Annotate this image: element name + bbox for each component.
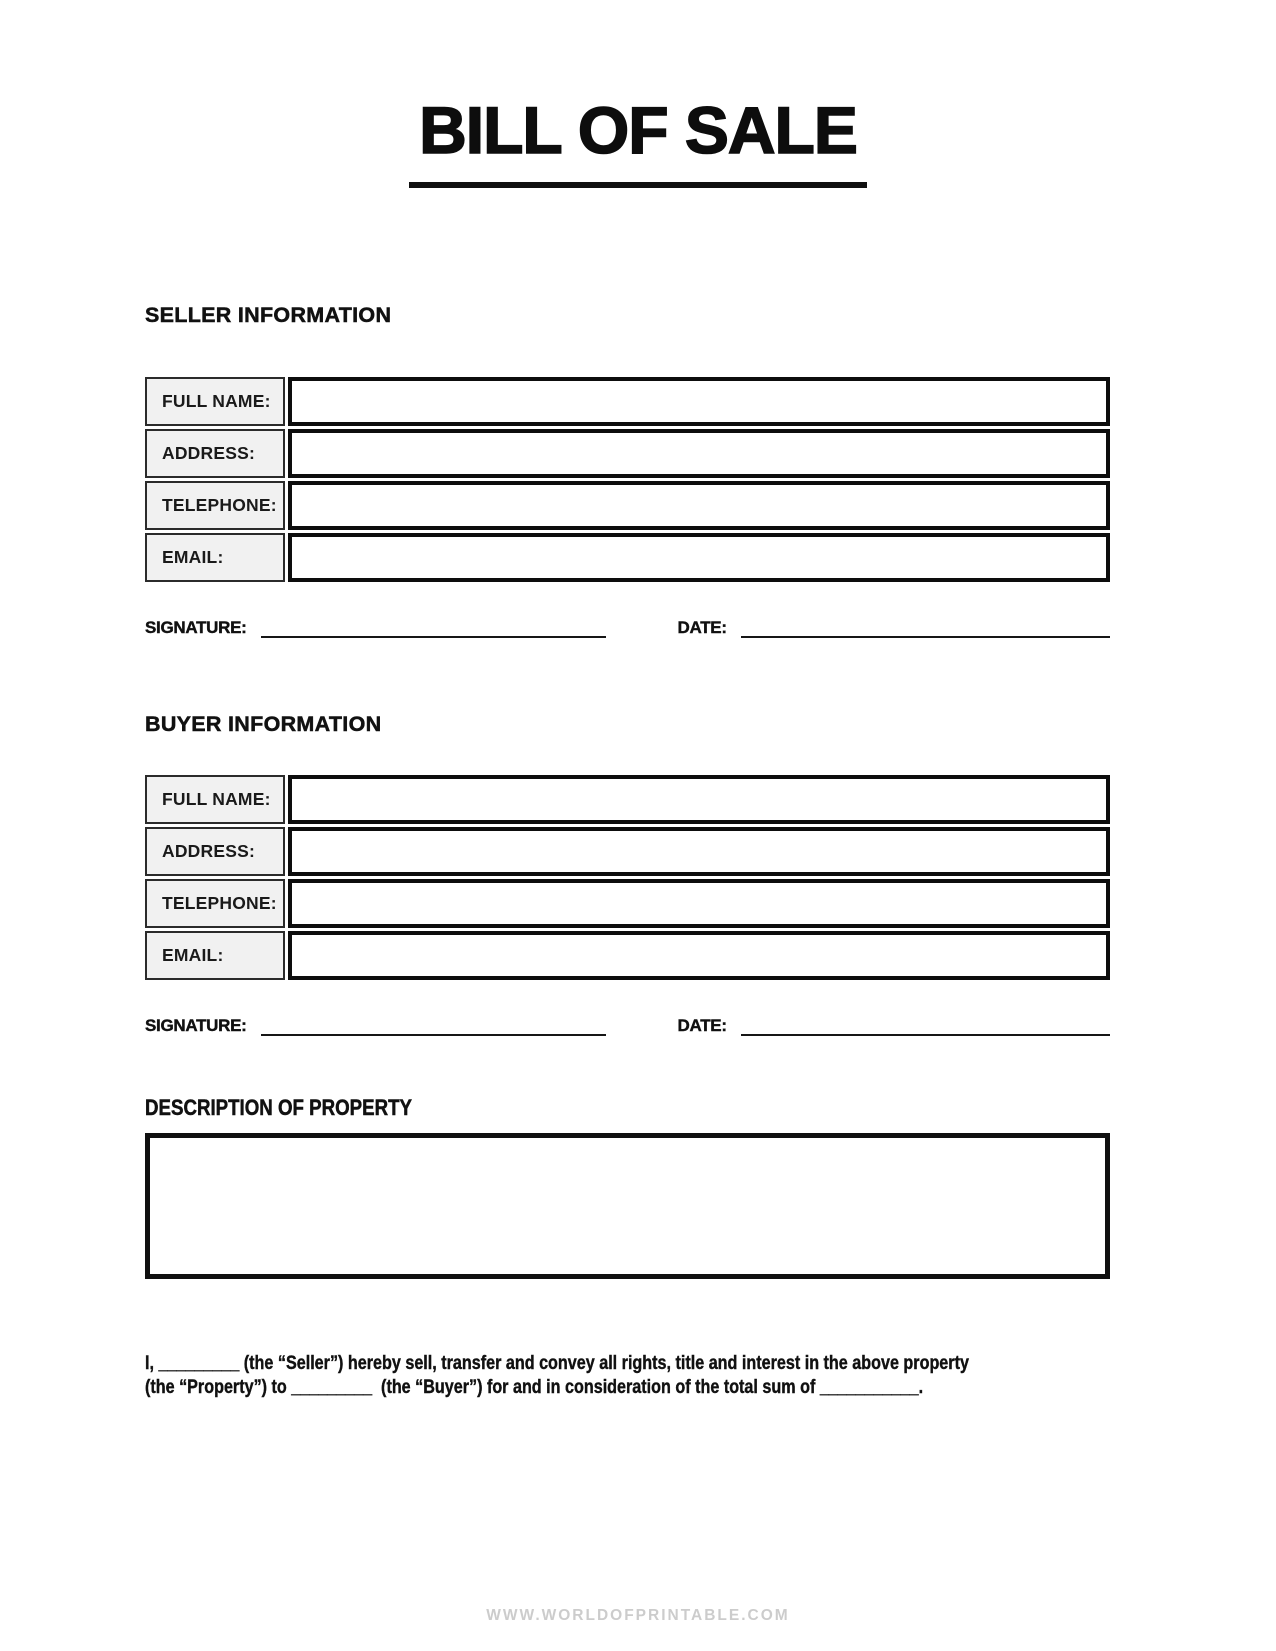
legal-text: [145, 1352, 1114, 1399]
buyer-info-table: [145, 775, 1110, 983]
buyer-signature-line[interactable]: [261, 1016, 606, 1036]
legal-text-line-2: (the “Property”) to _________ (the “Buyer”) for and in consideration of the total sum of ___________.: [145, 1376, 924, 1398]
signature-label: SIGNATURE:: [145, 1016, 247, 1035]
seller-telephone-field[interactable]: [288, 481, 1110, 530]
table-row: [145, 481, 1110, 530]
date-label: DATE:: [677, 1016, 727, 1035]
page-title: BILL OF SALE: [419, 93, 857, 167]
buyer-address-field[interactable]: [288, 827, 1110, 876]
legal-text-line-1: I, _________ (the “Seller”) hereby sell, transfer and convey all rights, title and interest in the above property: [145, 1353, 969, 1374]
seller-signature-line[interactable]: [261, 618, 606, 638]
table-row: [145, 429, 1110, 478]
property-description-field[interactable]: [145, 1133, 1110, 1279]
table-row: [145, 377, 1110, 426]
buyer-telephone-field[interactable]: [288, 879, 1110, 928]
footer-url: WWW.WORLDOFPRINTABLE.COM: [486, 1607, 790, 1624]
seller-info-table: [145, 377, 1110, 585]
buyer-address-label: ADDRESS:: [145, 827, 285, 876]
seller-email-label: EMAIL:: [145, 533, 285, 582]
seller-full-name-field[interactable]: [288, 377, 1110, 426]
spacer: [606, 1035, 678, 1036]
title-block: [0, 93, 1276, 188]
seller-signature-row: [145, 618, 1110, 638]
seller-full-name-label: FULL NAME:: [145, 377, 285, 426]
seller-email-field[interactable]: [288, 533, 1110, 582]
buyer-email-field[interactable]: [288, 931, 1110, 980]
seller-address-field[interactable]: [288, 429, 1110, 478]
table-row: [145, 775, 1110, 824]
table-row: [145, 931, 1110, 980]
spacer: [606, 637, 678, 638]
buyer-full-name-label: FULL NAME:: [145, 775, 285, 824]
buyer-full-name-field[interactable]: [288, 775, 1110, 824]
property-section-heading: DESCRIPTION OF PROPERTY: [145, 1095, 413, 1120]
seller-section-heading: SELLER INFORMATION: [145, 303, 392, 327]
buyer-telephone-label: TELEPHONE:: [145, 879, 285, 928]
signature-label: SIGNATURE:: [145, 618, 247, 637]
seller-telephone-label: TELEPHONE:: [145, 481, 285, 530]
buyer-email-label: EMAIL:: [145, 931, 285, 980]
buyer-date-line[interactable]: [741, 1016, 1110, 1036]
table-row: [145, 879, 1110, 928]
seller-date-line[interactable]: [741, 618, 1110, 638]
buyer-signature-row: [145, 1016, 1110, 1036]
buyer-section-heading: BUYER INFORMATION: [145, 712, 382, 736]
table-row: [145, 533, 1110, 582]
table-row: [145, 827, 1110, 876]
title-underline: [409, 182, 867, 188]
date-label: DATE:: [677, 618, 727, 637]
seller-address-label: ADDRESS:: [145, 429, 285, 478]
